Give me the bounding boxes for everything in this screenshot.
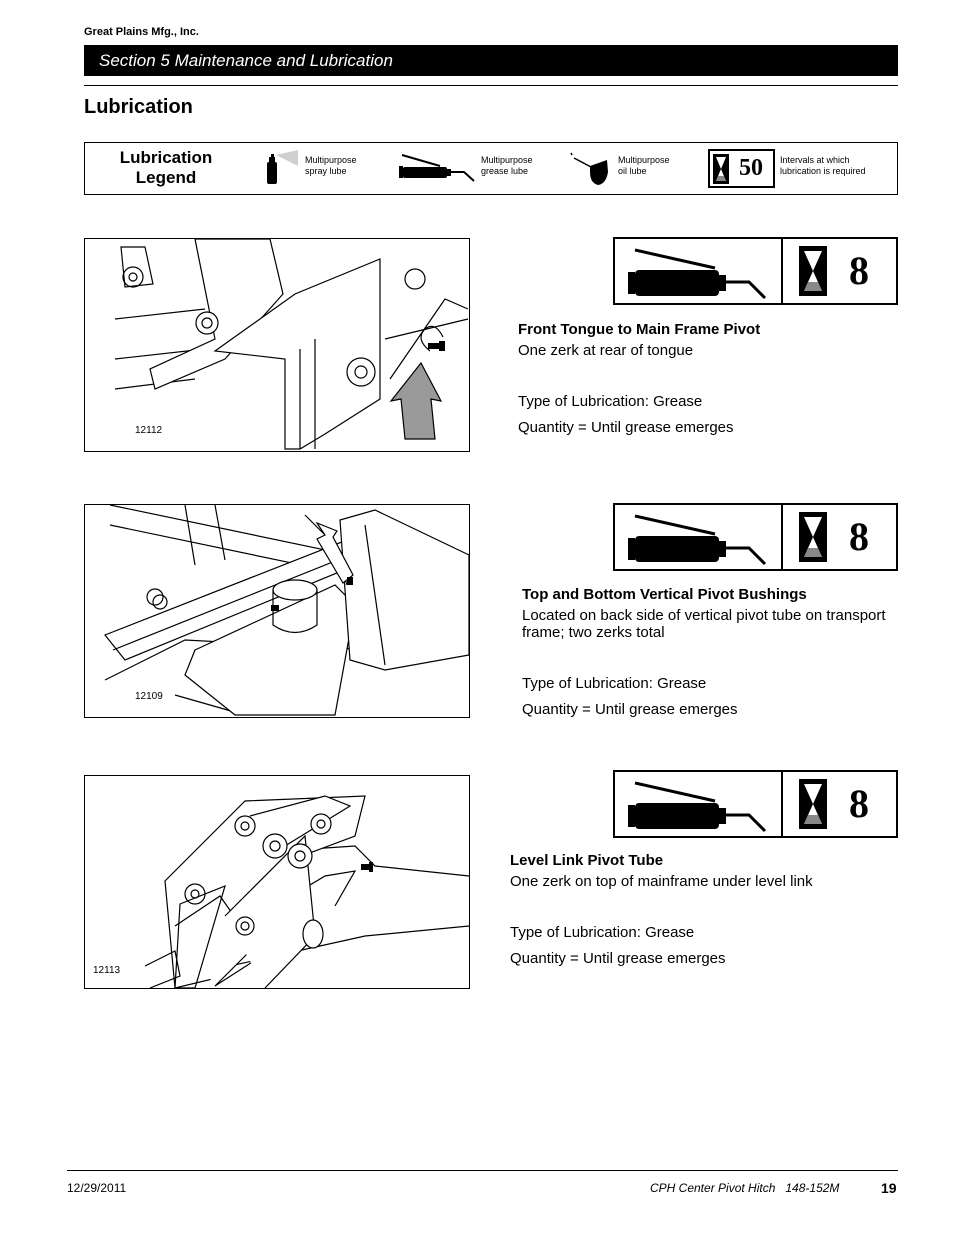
- hourglass-icon: [799, 779, 827, 829]
- figure-vertical-pivot-bushings: [84, 504, 470, 718]
- page-number: 19: [881, 1180, 897, 1196]
- grease-gun-icon: [396, 152, 478, 184]
- figure-number: 12109: [135, 691, 163, 702]
- symbol-divider: [781, 772, 783, 836]
- figure-front-tongue-pivot: [84, 238, 470, 452]
- hourglass-icon: [799, 512, 827, 562]
- header-rule: [84, 85, 898, 86]
- item-title: Top and Bottom Vertical Pivot Bushings: [522, 586, 807, 603]
- footer-document-title: CPH Center Pivot Hitch 148-152M: [650, 1181, 840, 1195]
- oil-can-icon: [568, 150, 612, 188]
- interval-symbol-3: [613, 770, 898, 838]
- spray-can-icon: [262, 150, 300, 186]
- symbol-divider: [781, 239, 783, 303]
- zerk-fitting: [361, 862, 373, 872]
- item-title: Front Tongue to Main Frame Pivot: [518, 321, 761, 338]
- item-description: One zerk on top of mainframe under level link: [510, 873, 813, 890]
- interval-hours: 8: [849, 514, 869, 559]
- lubrication-quantity: Quantity = Until grease emerges: [518, 419, 734, 436]
- pointer-arrow: [391, 363, 441, 439]
- figure-drawing-1: [85, 239, 469, 451]
- grease-gun-icon: [621, 777, 771, 833]
- spray-lube-label: Multipurpose spray lube: [305, 155, 357, 176]
- company-name: Great Plains Mfg., Inc.: [84, 26, 199, 38]
- figure-drawing-3: [85, 776, 469, 988]
- oil-lube-label: Multipurpose oil lube: [618, 155, 670, 176]
- grease-gun-icon: [621, 510, 771, 566]
- figure-number: 12113: [93, 965, 121, 976]
- figure-drawing-2: [85, 505, 469, 717]
- item-description: One zerk at rear of tongue: [518, 342, 694, 359]
- hourglass-icon: [799, 246, 827, 296]
- interval-label: Intervals at which lubrication is required: [780, 155, 866, 176]
- symbol-divider: [781, 505, 783, 569]
- grease-gun-icon: [621, 244, 771, 300]
- interval-hours: 8: [849, 248, 869, 293]
- interval-legend-box: [708, 149, 775, 188]
- lubrication-type: Type of Lubrication: Grease: [510, 924, 695, 941]
- grease-lube-label: Multipurpose grease lube: [481, 155, 533, 176]
- lubrication-quantity: Quantity = Until grease emerges: [522, 701, 738, 718]
- lubrication-quantity: Quantity = Until grease emerges: [510, 950, 726, 967]
- interval-legend-value: 50: [739, 155, 763, 181]
- zerk-fitting: [428, 341, 445, 351]
- legend-title: Lubrication Legend: [119, 148, 213, 187]
- lubrication-type: Type of Lubrication: Grease: [522, 675, 707, 692]
- interval-hours: 8: [849, 781, 869, 826]
- interval-symbol-2: [613, 503, 898, 571]
- footer-rule: [67, 1170, 898, 1171]
- interval-symbol-1: [613, 237, 898, 305]
- footer-date: 12/29/2011: [67, 1181, 127, 1195]
- lubrication-type: Type of Lubrication: Grease: [518, 393, 703, 410]
- item-title: Level Link Pivot Tube: [510, 852, 664, 869]
- page-title: Lubrication: [84, 96, 193, 118]
- figure-number: 12112: [135, 425, 163, 436]
- item-description: Located on back side of vertical pivot tube on transport frame; two zerks total: [522, 607, 886, 641]
- figure-level-link-pivot-tube: [84, 775, 470, 989]
- section-header: Section 5 Maintenance and Lubrication: [84, 45, 898, 76]
- hourglass-icon: [713, 154, 729, 184]
